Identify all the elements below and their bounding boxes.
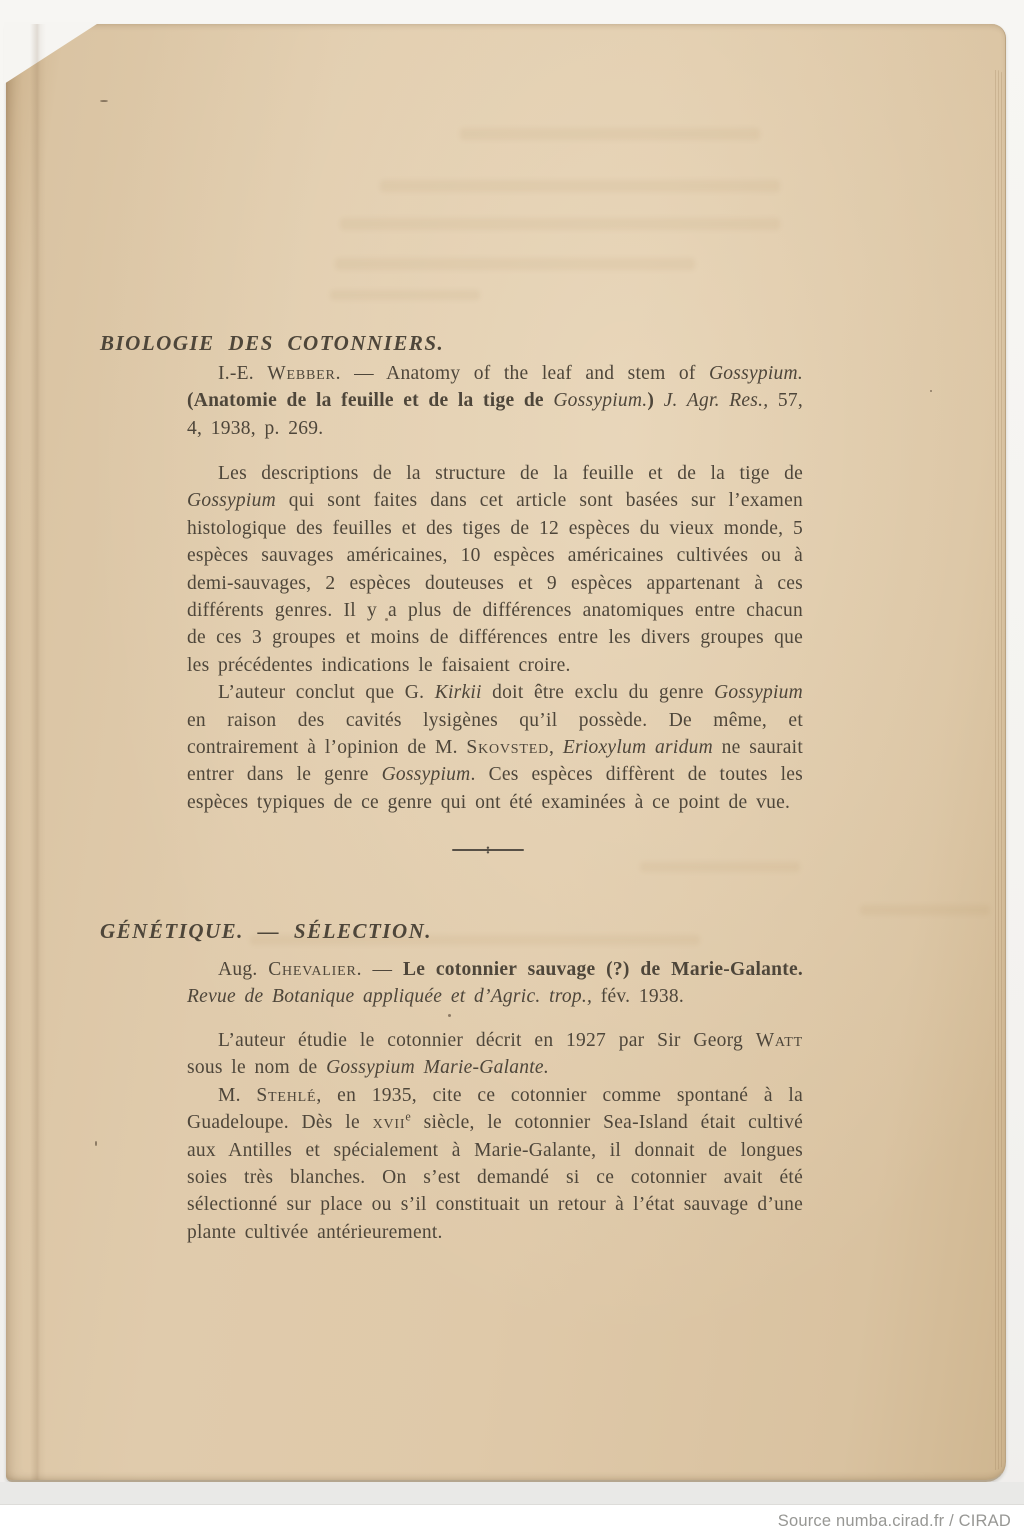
page-edge-stack [995,70,1004,1470]
text-segment: . — Anatomy of the leaf and stem of [335,363,709,384]
showthrough-smudge [330,290,480,300]
text-segment: Stehlé [256,1084,317,1106]
text-segment [654,390,664,411]
paragraph [187,1027,803,1082]
section-divider [452,841,524,859]
section-heading-biologie: BIOLOGIE DES COTONNIERS. [100,331,445,356]
text-segment: Skovsted [466,737,549,759]
book-page [6,24,1006,1482]
paragraph [187,1082,803,1246]
text-segment: . — [356,959,403,980]
text-segment: siècle, le cotonnier Sea-Island était cultivé aux Antilles et spécialement à Marie-Galante, il donnait de longues soies très blanches. On s’est demandé si ce cotonnier avait été sélectionné sur place ou s’il constituait un retour à l’état sauvage d’une plante cultivée antérieurement. [187,1112,803,1243]
text-segment: Revue de Botanique appliquée et d’Agric. trop., [187,986,593,1008]
showthrough-smudge [460,128,760,140]
binding-crease [30,24,46,1480]
section-1-paragraphs [187,460,803,816]
text-segment: Le cotonnier sauvage (?) de Marie-Galante. [402,959,803,980]
text-segment: Gossypium Marie-Galante. [326,1057,549,1079]
section-2-paragraphs [187,1027,803,1246]
text-segment: xvii [372,1112,406,1134]
text-segment: en raison des cavités lysigènes qu’il possède. De même, et contrairement à l’opinion de M. [187,709,803,759]
paper-speck [95,1141,97,1146]
text-segment: J. Agr. Res., [663,390,769,412]
source-attribution-text: Source numba.cirad.fr / CIRAD [777,1511,1011,1530]
source-attribution-bar [0,1504,1024,1537]
text-segment: I.-E. [218,363,268,384]
text-segment: doit être exclu du genre [481,682,715,704]
text-segment: Aug. [218,959,269,980]
section-heading-genetique: GÉNÉTIQUE. — SÉLECTION. [100,919,433,944]
text-segment: Chevalier [268,959,357,980]
text-segment: qui sont faites dans cet article sont basées sur l’examen histologique des feuilles et des tiges de 12 espèces du vieux monde, 5 espèces sauvages américaines, 10 espèces américaines cultivées ou à demi-sauvages, 2 espèces douteuses et 9 espèces appartenant à ces différents genres. Il y a plus de différences anatomiques entre chacun de ces 3 groupes et moins de différences entre les divers groupes que les précédentes indications le faisaient croire. [187,490,803,676]
text-segment: M. [218,1084,257,1106]
text-segment: (Anatomie de la feuille et de la tige de [187,390,554,412]
citation-webber [187,360,803,442]
paper-speck [100,100,108,102]
text-segment: Watt [755,1030,803,1051]
showthrough-smudge [640,862,800,872]
paper-speck [448,1014,451,1017]
text-segment: Gossypium. [553,390,648,412]
scan-margin-strip [0,1482,1024,1504]
text-segment: fév. 1938. [592,986,685,1008]
text-segment: , en 1935, cite ce cotonnier comme spontané à la Guadeloupe. Dès le [187,1084,803,1134]
paragraph [187,679,803,816]
divider-colon-glyph: : [485,841,491,858]
text-segment: sous le nom de [187,1057,327,1079]
text-segment: Gossypium [381,764,471,786]
citation-chevalier [187,956,803,1011]
text-segment: , [549,737,563,759]
text-segment: e [405,1109,411,1124]
showthrough-smudge [340,218,780,230]
page-corner-slope [4,22,100,84]
text-segment: 57, 4, 1938, p. 269. [187,390,804,439]
text-segment: Gossypium [187,490,276,512]
showthrough-smudge [335,258,695,270]
text-segment: ) [647,390,655,412]
text-segment: L’auteur étudie le cotonnier décrit en 1927 par Sir Georg [218,1030,756,1051]
text-segment: Gossypium [714,682,803,704]
showthrough-smudge [380,180,780,192]
text-segment: ne saurait entrer dans le genre [187,737,803,786]
text-segment: Erioxylum aridum [562,737,713,759]
text-segment: . Ces espèces diffèrent de toutes les espèces typiques de ce genre qui ont été examinées à ce point de vue. [187,764,803,813]
text-segment: Kirkii [434,682,482,704]
text-segment: Gossypium. [708,363,803,384]
text-segment: Webber [267,363,336,384]
paragraph [187,460,803,679]
text-segment: Les descriptions de la structure de la feuille et de la tige de [218,463,803,484]
paper-speck [930,390,932,392]
showthrough-smudge [860,905,990,915]
text-segment: L’auteur conclut que G. [218,682,435,704]
